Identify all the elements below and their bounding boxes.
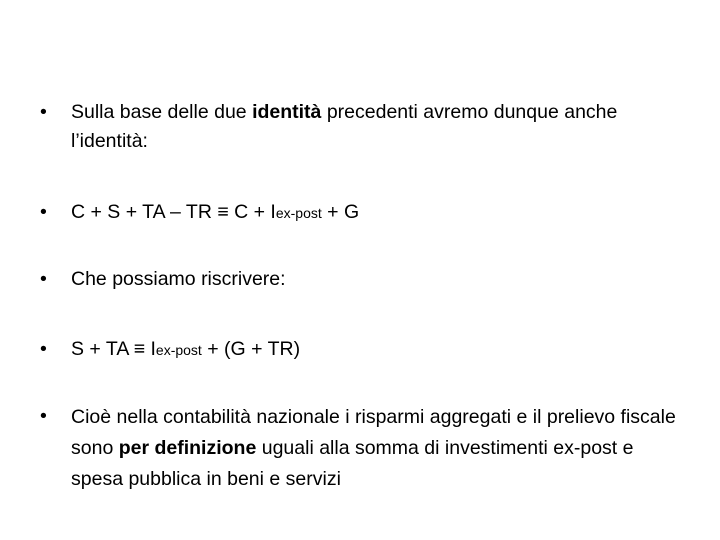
bullet-text: [71, 265, 680, 294]
bullet-icon: •: [40, 201, 47, 223]
emphasis-text: per definizione: [118, 437, 257, 459]
equation-segment: C + S + TA – TR ≡ C + I: [71, 201, 276, 223]
bullet-icon: •: [40, 338, 47, 360]
bullet-item-conclusion: [40, 402, 680, 495]
text-segment: Che possiamo riscrivere:: [71, 268, 286, 290]
text-segment: Cioè nella contabilità nazionale i risparmi aggregati e il prelievo fiscale sono: [71, 406, 676, 459]
bullet-item-rewritten-equation: [40, 335, 680, 365]
text-segment: uguali alla somma di investimenti ex-post e spesa pubblica in beni e servizi: [71, 437, 634, 490]
text-segment: Sulla base delle due: [71, 101, 253, 123]
bullet-icon: •: [40, 101, 47, 123]
bullet-text: [71, 402, 680, 495]
subscript-text: ex-post: [275, 205, 322, 221]
bullet-item-rewrite: [40, 265, 680, 294]
subscript-text: ex-post: [155, 342, 202, 358]
equation-segment: + (G + TR): [201, 338, 301, 360]
bullet-text: [71, 98, 680, 156]
bullet-icon: •: [40, 268, 47, 290]
bullet-item-identity-equation: [40, 198, 680, 228]
text-segment: precedenti avremo dunque anche l’identità:: [71, 101, 618, 152]
equation-segment: S + TA ≡ I: [71, 338, 156, 360]
equation-text: [71, 198, 680, 228]
equation-segment: + G: [321, 201, 360, 223]
bullet-icon: •: [40, 405, 47, 427]
emphasis-text: identità: [252, 101, 322, 123]
equation-text: [71, 335, 680, 365]
bullet-item-identity-intro: [40, 98, 680, 156]
